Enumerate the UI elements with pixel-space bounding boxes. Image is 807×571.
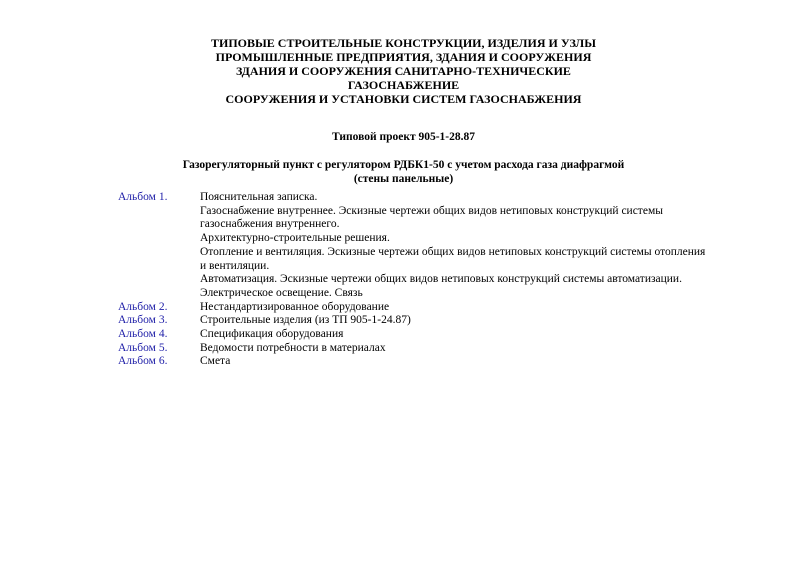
header-line-1: ТИПОВЫЕ СТРОИТЕЛЬНЫЕ КОНСТРУКЦИИ, ИЗДЕЛИЯ И УЗЛЫ (210, 36, 596, 50)
album-description-2: Нестандартизированное оборудование (200, 300, 390, 313)
album-1-line-3: Архитектурно-строительные решения. (200, 232, 390, 245)
album-link-5[interactable]: Альбом 5. (118, 341, 168, 354)
album-1-line-6: Электрическое освещение. Связь (200, 286, 363, 299)
album-1-line-1: Пояснительная записка. (200, 191, 318, 203)
album-description-6: Смета (200, 355, 231, 368)
album-link-4[interactable]: Альбом 4. (118, 328, 168, 341)
project-subtitle (0, 158, 807, 186)
header-line-3: ЗДАНИЯ И СООРУЖЕНИЯ САНИТАРНО-ТЕХНИЧЕСКИЕ (236, 64, 571, 78)
album-item-6 (118, 355, 708, 369)
album-link-2[interactable]: Альбом 2. (118, 300, 168, 313)
album-link-1[interactable]: Альбом 1. (118, 191, 168, 203)
album-link-6[interactable]: Альбом 6. (118, 355, 168, 368)
header-line-2: ПРОМЫШЛЕННЫЕ ПРЕДПРИЯТИЯ, ЗДАНИЯ И СООРУЖЕНИЯ (215, 50, 592, 64)
album-1-line-2: Газоснабжение внутреннее. Эскизные чертежи общих видов нетиповых конструкций системы газоснабжения внутреннего. (200, 204, 663, 231)
album-1-line-4: Отопление и вентиляция. Эскизные чертежи общих видов нетиповых конструкций системы отопления и вентиляции. (200, 245, 706, 272)
album-description-4: Спецификация оборудования (200, 328, 344, 341)
subtitle-line-1: Газорегуляторный пункт с регулятором РДБК1-50 с учетом расхода газа диафрагмой (182, 159, 625, 171)
album-item-4 (118, 328, 708, 342)
project-title: Типовой проект 905-1-28.87 (331, 131, 476, 143)
album-description-5: Ведомости потребности в материалах (200, 341, 386, 354)
album-item-2 (118, 301, 708, 315)
album-item-5 (118, 342, 708, 356)
album-description-1 (200, 191, 708, 301)
album-item-3 (118, 314, 708, 328)
header-line-4: ГАЗОСНАБЖЕНИЕ (347, 78, 460, 92)
album-link-3[interactable]: Альбом 3. (118, 314, 168, 327)
subtitle-line-2: (стены панельные) (353, 173, 454, 185)
album-list (118, 191, 708, 369)
album-description-3: Строительные изделия (из ТП 905-1-24.87) (200, 314, 411, 327)
document-header (0, 36, 807, 106)
album-item-1 (118, 191, 708, 301)
album-1-line-5: Автоматизация. Эскизные чертежи общих видов нетиповых конструкций системы автоматизации. (200, 273, 682, 286)
header-line-5: СООРУЖЕНИЯ И УСТАНОВКИ СИСТЕМ ГАЗОСНАБЖЕНИЯ (225, 92, 582, 106)
